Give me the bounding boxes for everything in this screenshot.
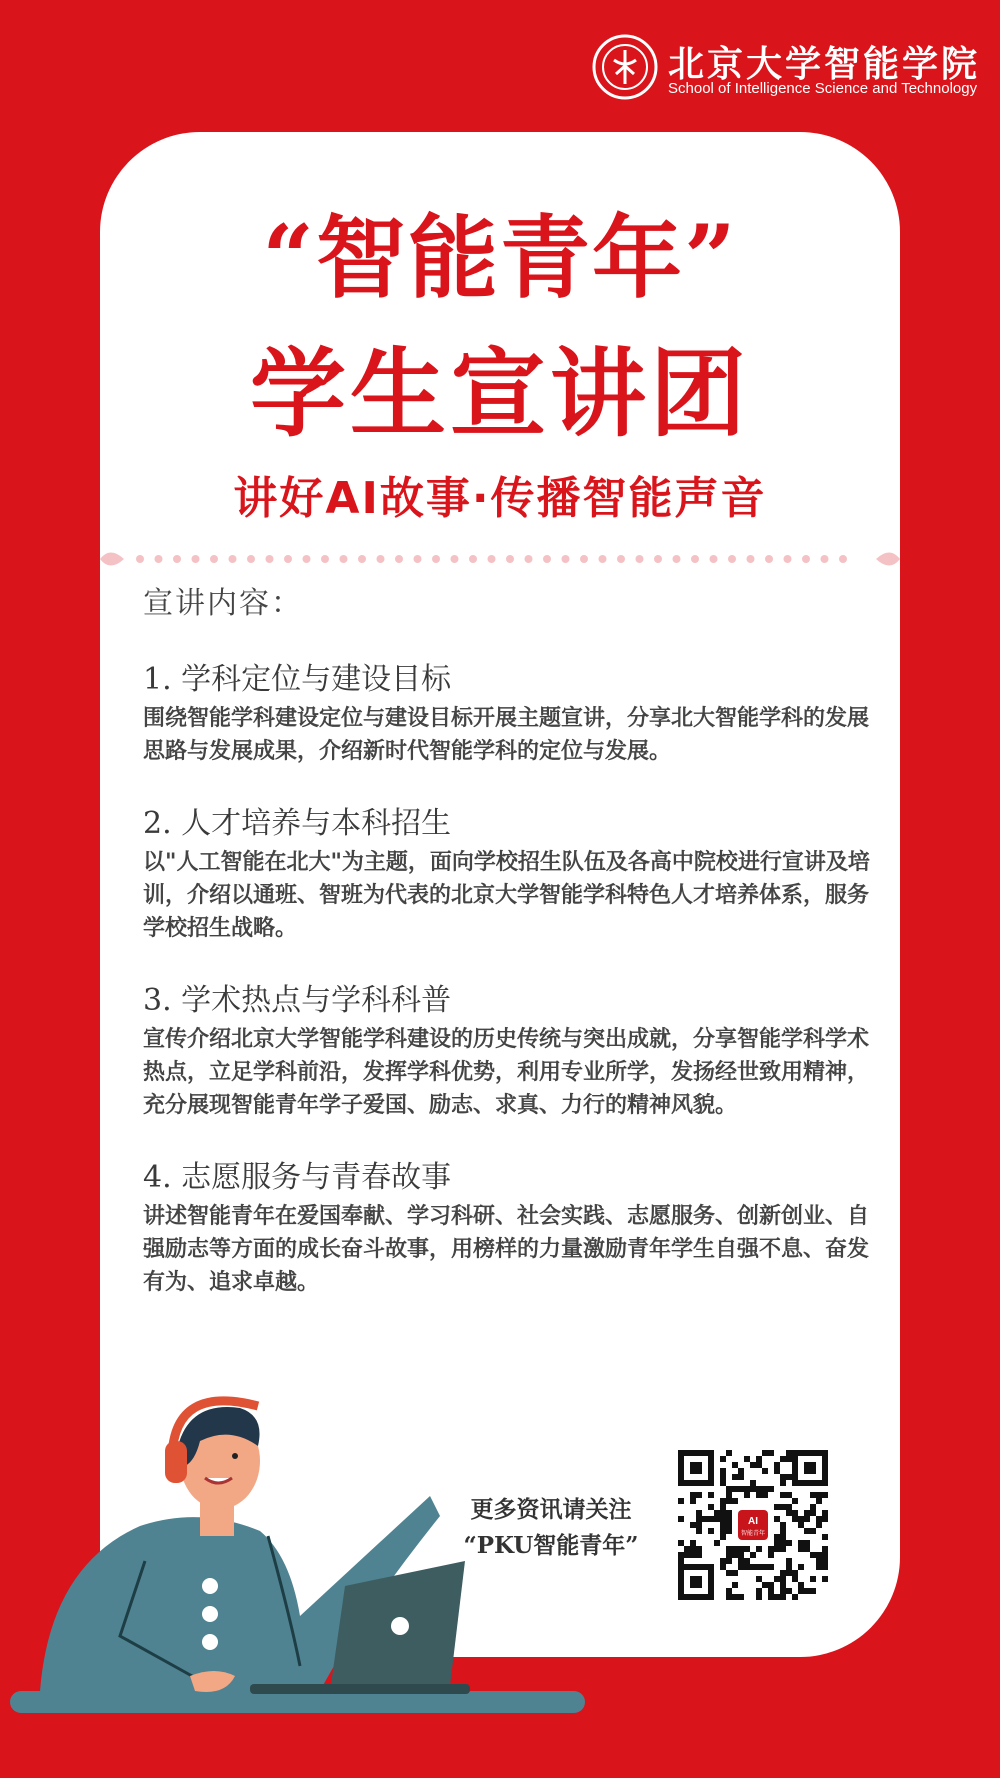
qr-cell	[690, 1546, 696, 1552]
qr-cell	[726, 1594, 732, 1600]
qr-cell	[780, 1504, 786, 1510]
qr-cell	[822, 1564, 828, 1570]
divider-dot	[784, 555, 792, 563]
qr-cell	[780, 1588, 786, 1594]
qr-cell	[780, 1492, 786, 1498]
qr-cell	[678, 1540, 684, 1546]
qr-cell	[810, 1588, 816, 1594]
divider-dot	[229, 555, 237, 563]
qr-cell	[780, 1474, 786, 1480]
qr-cell	[786, 1588, 792, 1594]
qr-cell	[786, 1570, 792, 1576]
qr-cell	[732, 1552, 738, 1558]
qr-cell	[822, 1576, 828, 1582]
qr-cell	[720, 1498, 726, 1504]
qr-cell	[780, 1456, 786, 1462]
poster-title-line2: 学生宣讲团	[250, 337, 750, 450]
qr-cell	[762, 1492, 768, 1498]
qr-cell	[798, 1540, 804, 1546]
qr-cell	[804, 1540, 810, 1546]
divider-dot	[617, 555, 625, 563]
qr-cell	[732, 1582, 738, 1588]
qr-cell	[774, 1504, 780, 1510]
qr-cell	[696, 1492, 702, 1498]
dotted-divider	[100, 536, 900, 582]
section-body: 围绕智能学科建设定位与建设目标开展主题宣讲，分享北大智能学科的发展思路与发展成果，介绍新时代智能学科的定位与发展。	[143, 706, 870, 764]
section-title: 4. 志愿服务与青春故事	[143, 1160, 452, 1195]
divider-dot	[691, 555, 699, 563]
divider-dot	[377, 555, 385, 563]
qr-cell	[720, 1534, 726, 1540]
qr-cell	[810, 1576, 816, 1582]
qr-cell	[780, 1522, 786, 1528]
divider-dot	[266, 555, 274, 563]
qr-cell	[744, 1456, 750, 1462]
qr-cell	[720, 1516, 726, 1522]
qr-cell	[750, 1480, 756, 1486]
qr-cell	[696, 1522, 702, 1528]
qr-cell	[774, 1468, 780, 1474]
qr-cell	[816, 1516, 822, 1522]
qr-cell	[756, 1492, 762, 1498]
divider-dot	[654, 555, 662, 563]
school-logo	[592, 34, 981, 104]
qr-cell	[720, 1474, 726, 1480]
qr-cell	[762, 1468, 768, 1474]
qr-cell	[780, 1570, 786, 1576]
qr-cell	[822, 1546, 828, 1552]
qr-cell	[768, 1450, 774, 1456]
qr-cell	[690, 1522, 696, 1528]
qr-cell	[786, 1510, 792, 1516]
qr-cell	[696, 1552, 702, 1558]
qr-cell	[738, 1468, 744, 1474]
qr-cell	[714, 1510, 720, 1516]
qr-cell	[702, 1516, 708, 1522]
section-body: 讲述智能青年在爱国奉献、学习科研、社会实践、志愿服务、创新创业、自强励志等方面的成长奋斗故事，用榜样的力量激励青年学生自强不息、奋发有为、追求卓越。	[143, 1204, 870, 1295]
qr-cell	[798, 1516, 804, 1522]
qr-cell	[822, 1516, 828, 1522]
student-illustration	[0, 1386, 600, 1716]
qr-cell	[720, 1504, 726, 1510]
qr-cell	[756, 1588, 762, 1594]
divider-dot	[839, 555, 847, 563]
divider-dot	[358, 555, 366, 563]
qr-badge-name: 智能青年	[740, 1530, 766, 1537]
qr-cell	[786, 1456, 792, 1462]
qr-cell	[804, 1588, 810, 1594]
qr-cell	[786, 1504, 792, 1510]
qr-cell	[738, 1546, 744, 1552]
divider-dot	[599, 555, 607, 563]
qr-badge-ai: AI	[748, 1516, 758, 1527]
qr-cell	[732, 1546, 738, 1552]
qr-cell	[696, 1528, 702, 1534]
qr-cell	[774, 1576, 780, 1582]
qr-cell	[678, 1558, 684, 1564]
qr-cell	[780, 1540, 786, 1546]
pku-seal-icon	[592, 34, 658, 100]
qr-cell	[750, 1486, 756, 1492]
qr-cell	[816, 1522, 822, 1528]
divider-dot	[303, 555, 311, 563]
divider-dot	[340, 555, 348, 563]
qr-cell	[720, 1522, 726, 1528]
section-3	[143, 975, 883, 1122]
qr-cell	[738, 1564, 744, 1570]
qr-cell	[720, 1480, 726, 1486]
qr-cell	[756, 1456, 762, 1462]
qr-cell	[732, 1594, 738, 1600]
qr-cell	[744, 1492, 750, 1498]
qr-cell	[684, 1546, 690, 1552]
section-1	[143, 654, 883, 768]
qr-cell	[744, 1546, 750, 1552]
qr-cell	[774, 1462, 780, 1468]
section-title: 1. 学科定位与建设目标	[143, 662, 452, 697]
section-body: 宣传介绍北京大学智能学科建设的历史传统与突出成就，分享智能学科学术热点，立足学科前沿，发挥学科优势，利用专业所学，发扬经世致用精神，充分展现智能青年学子爱国、励志、求真、力行的精神风貌。	[143, 1027, 870, 1118]
qr-cell	[786, 1564, 792, 1570]
desk	[10, 1691, 585, 1713]
qr-cell	[792, 1510, 798, 1516]
section-title: 2. 人才培养与本科招生	[143, 806, 452, 841]
section-2	[143, 798, 883, 945]
qr-cell	[714, 1516, 720, 1522]
divider-dot	[488, 555, 496, 563]
qr-cell	[756, 1486, 762, 1492]
qr-cell	[786, 1474, 792, 1480]
qr-cell	[726, 1588, 732, 1594]
qr-cell	[768, 1594, 774, 1600]
divider-dot	[802, 555, 810, 563]
section-title: 3. 学术热点与学科科普	[143, 983, 452, 1018]
qr-cell	[720, 1456, 726, 1462]
qr-cell	[720, 1468, 726, 1474]
qr-cell	[792, 1516, 798, 1522]
qr-cell	[816, 1492, 822, 1498]
divider-dot	[321, 555, 329, 563]
divider-dot	[395, 555, 403, 563]
qr-cell	[786, 1450, 792, 1456]
divider-dot	[432, 555, 440, 563]
qr-cell	[744, 1564, 750, 1570]
qr-cell	[768, 1588, 774, 1594]
qr-cell	[792, 1570, 798, 1576]
qr-cell	[720, 1564, 726, 1570]
qr-cell	[816, 1552, 822, 1558]
qr-cell	[726, 1570, 732, 1576]
qr-cell	[696, 1516, 702, 1522]
qr-cell	[690, 1492, 696, 1498]
school-name-cn: 北京大学智能学院	[668, 43, 981, 85]
qr-cell	[768, 1564, 774, 1570]
follow-line1: 更多资讯请关注	[470, 1496, 632, 1523]
qr-cell	[798, 1546, 804, 1552]
divider-dot	[136, 555, 144, 563]
qr-cell	[744, 1558, 750, 1564]
divider-dot	[155, 555, 163, 563]
poster-title-line1: “智能青年”	[262, 205, 738, 311]
follow-account: “PKU智能青年”	[463, 1532, 639, 1559]
qr-cell	[726, 1486, 732, 1492]
qr-cell	[678, 1552, 684, 1558]
divider-dot	[821, 555, 829, 563]
qr-cell	[726, 1522, 732, 1528]
qr-cell	[804, 1546, 810, 1552]
qr-cell	[792, 1498, 798, 1504]
qr-cell	[732, 1570, 738, 1576]
qr-cell	[774, 1534, 780, 1540]
divider-dot	[469, 555, 477, 563]
qr-cell	[768, 1546, 774, 1552]
divider-dot	[414, 555, 422, 563]
qr-cell	[690, 1540, 696, 1546]
divider-dot	[210, 555, 218, 563]
qr-cell	[780, 1582, 786, 1588]
qr-cell	[762, 1564, 768, 1570]
qr-cell	[780, 1546, 786, 1552]
qr-cell	[690, 1498, 696, 1504]
qr-cell	[684, 1552, 690, 1558]
qr-cell	[744, 1486, 750, 1492]
talk-content	[143, 578, 883, 1299]
divider-dot	[247, 555, 255, 563]
qr-cell	[738, 1552, 744, 1558]
qr-cell	[726, 1552, 732, 1558]
divider-dot	[636, 555, 644, 563]
qr-cell	[738, 1558, 744, 1564]
content-label: 宣讲内容：	[143, 586, 303, 621]
qr-cell	[810, 1528, 816, 1534]
qr-cell	[780, 1594, 786, 1600]
qr-cell	[738, 1594, 744, 1600]
qr-cell	[768, 1582, 774, 1588]
divider-dot	[562, 555, 570, 563]
divider-dot	[543, 555, 551, 563]
qr-cell	[786, 1558, 792, 1564]
qr-cell	[774, 1594, 780, 1600]
qr-cell	[708, 1528, 714, 1534]
qr-cell	[696, 1510, 702, 1516]
qr-cell	[756, 1462, 762, 1468]
qr-cell	[756, 1576, 762, 1582]
qr-cell	[750, 1462, 756, 1468]
qr-cell	[810, 1492, 816, 1498]
divider-dot	[173, 555, 181, 563]
qr-cell	[762, 1450, 768, 1456]
qr-cell	[690, 1552, 696, 1558]
section-4	[143, 1152, 883, 1299]
poster-slogan: 讲好AI故事·传播智能声音	[233, 473, 767, 524]
qr-cell	[738, 1486, 744, 1492]
qr-cell	[708, 1516, 714, 1522]
qr-cell	[804, 1516, 810, 1522]
qr-cell	[816, 1558, 822, 1564]
qr-cell	[810, 1504, 816, 1510]
qr-cell	[804, 1528, 810, 1534]
qr-cell	[714, 1540, 720, 1546]
qr-cell	[732, 1498, 738, 1504]
qr-cell	[726, 1558, 732, 1564]
qr-cell	[822, 1492, 828, 1498]
qr-cell	[798, 1522, 804, 1528]
qr-cell	[708, 1504, 714, 1510]
qr-cell	[750, 1564, 756, 1570]
qr-cell	[726, 1510, 732, 1516]
qr-cell	[786, 1492, 792, 1498]
qr-cell	[678, 1516, 684, 1522]
divider-dot	[192, 555, 200, 563]
qr-cell	[750, 1552, 756, 1558]
qr-cell	[780, 1534, 786, 1540]
qr-cell	[696, 1546, 702, 1552]
qr-cell	[756, 1594, 762, 1600]
qr-cell	[726, 1528, 732, 1534]
qr-cell	[768, 1552, 774, 1558]
qr-cell	[816, 1498, 822, 1504]
divider-dot	[451, 555, 459, 563]
divider-dot	[284, 555, 292, 563]
qr-cell	[732, 1474, 738, 1480]
divider-dot	[506, 555, 514, 563]
qr-cell	[798, 1564, 804, 1570]
qr-cell	[780, 1480, 786, 1486]
qr-cell	[822, 1552, 828, 1558]
qr-cell	[762, 1582, 768, 1588]
qr-cell	[720, 1510, 726, 1516]
divider-dot	[765, 555, 773, 563]
qr-cell	[816, 1564, 822, 1570]
qr-cell	[720, 1558, 726, 1564]
qr-cell	[810, 1510, 816, 1516]
divider-dot	[747, 555, 755, 563]
divider-dot	[728, 555, 736, 563]
qr-cell	[774, 1516, 780, 1522]
qr-cell	[678, 1498, 684, 1504]
divider-dot	[710, 555, 718, 563]
qr-cell	[768, 1486, 774, 1492]
qr-cell	[726, 1498, 732, 1504]
qr-cell	[726, 1450, 732, 1456]
qr-cell	[708, 1492, 714, 1498]
divider-dot	[525, 555, 533, 563]
qr-cell	[762, 1486, 768, 1492]
qr-cell	[756, 1546, 762, 1552]
qr-cell	[792, 1576, 798, 1582]
qr-cell	[798, 1582, 804, 1588]
qr-cell	[732, 1486, 738, 1492]
divider-dot	[673, 555, 681, 563]
qr-cell	[780, 1576, 786, 1582]
qr-cell	[822, 1510, 828, 1516]
qr-cell	[726, 1516, 732, 1522]
qr-cell	[810, 1552, 816, 1558]
qr-cell	[756, 1564, 762, 1570]
qr-cell	[804, 1510, 810, 1516]
divider-dot	[580, 555, 588, 563]
qr-cell	[786, 1540, 792, 1546]
qr-cell	[732, 1462, 738, 1468]
school-name-en: School of Intelligence Science and Technology	[668, 80, 978, 97]
qr-cell	[798, 1588, 804, 1594]
qr-cell	[792, 1594, 798, 1600]
qr-cell	[726, 1492, 732, 1498]
section-body: 以"人工智能在北大"为主题，面向学校招生队伍及各高中院校进行宣讲及培训，介绍以通班、智班为代表的北京大学智能学科特色人才培养体系，服务学校招生战略。	[143, 850, 870, 941]
qr-cell	[738, 1474, 744, 1480]
qr-cell	[822, 1534, 828, 1540]
qr-code-icon[interactable]	[678, 1450, 828, 1600]
qr-cell	[780, 1528, 786, 1534]
qr-cell	[720, 1528, 726, 1534]
qr-cell	[726, 1546, 732, 1552]
qr-cell	[774, 1540, 780, 1546]
qr-cell	[822, 1558, 828, 1564]
qr-cell	[774, 1546, 780, 1552]
